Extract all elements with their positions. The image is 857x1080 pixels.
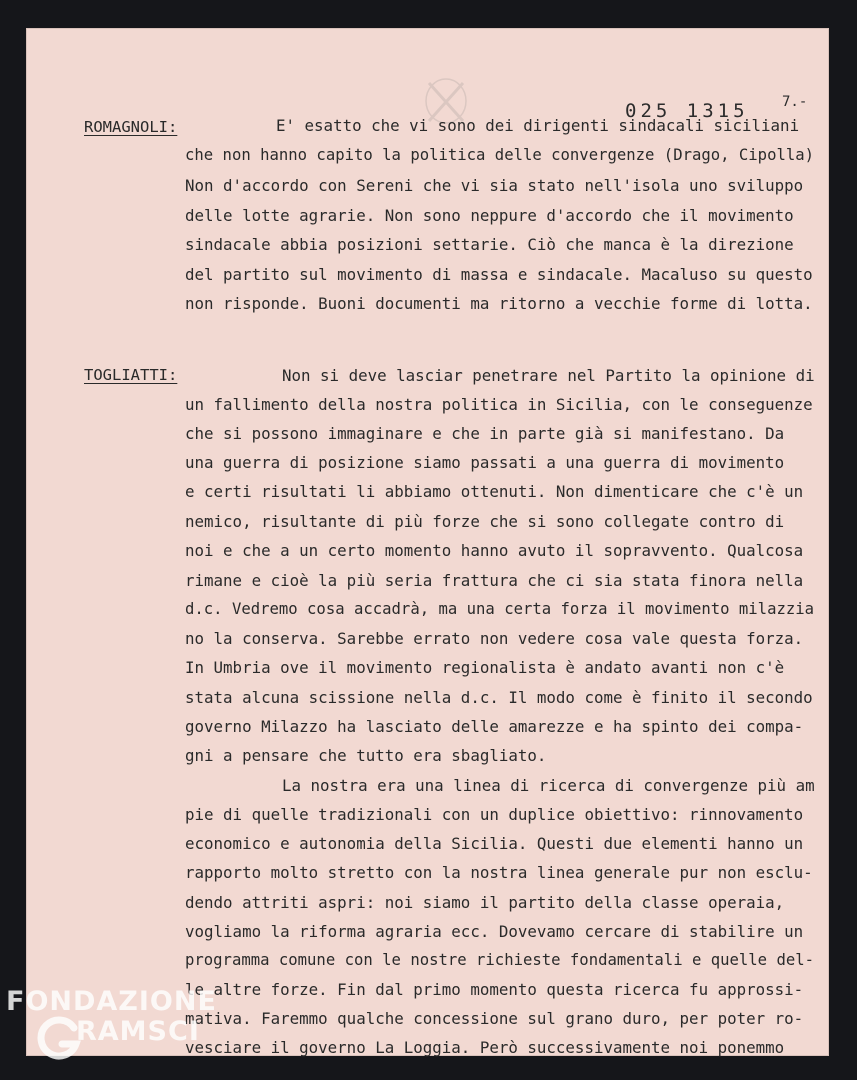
text-line: noi e che a un certo momento hanno avuto il sopravvento. Qualcosa (185, 541, 804, 560)
text-line: In Umbria ove il movimento regionalista è andato avanti non c'è (185, 658, 785, 677)
text-line: e certi risultati li abbiamo ottenuti. Non dimenticare che c'è un (185, 482, 804, 501)
text-line: nemico, risultante di più forze che si sono collegate contro di (185, 512, 785, 531)
speaker-label: TOGLIATTI: (84, 366, 178, 384)
text-line: gni a pensare che tutto era sbagliato. (185, 746, 547, 765)
text-line: sindacale abbia posizioni settarie. Ciò che manca è la direzione (185, 235, 794, 254)
text-line: stata alcuna scissione nella d.c. Il modo come è finito il secondo (185, 688, 813, 707)
text-line: del partito sul movimento di massa e sindacale. Macaluso su questo (185, 265, 813, 284)
text-line: pie di quelle tradizionali con un duplice obiettivo: rinnovamento (185, 805, 804, 824)
text-line: economico e autonomia della Sicilia. Questi due elementi hanno un (185, 834, 804, 853)
text-line: una guerra di posizione siamo passati a una guerra di movimento (185, 453, 785, 472)
text-line: che non hanno capito la politica delle convergenze (Drago, Cipolla) (185, 146, 815, 164)
text-line: d.c. Vedremo cosa accadrà, ma una certa forza il movimento milazzia (185, 600, 815, 618)
page-sequence-number: 7.- (782, 94, 808, 110)
text-line: vogliamo la riforma agraria ecc. Dovevamo cercare di stabilire un (185, 922, 804, 941)
text-line: E' esatto che vi sono dei dirigenti sindacali siciliani (276, 116, 800, 135)
fondazione-gramsci-watermark (2, 986, 217, 1076)
text-line: governo Milazzo ha lasciato delle amarezze e ha spinto dei compa- (185, 717, 804, 736)
text-line: che si possono immaginare e che in parte già si manifestano. Da (185, 424, 785, 443)
text-line: mativa. Faremmo qualche concessione sul grano duro, per poter ro- (185, 1009, 804, 1028)
watermark-line-2: RAMSCI (76, 1016, 200, 1047)
text-line: un fallimento della nostra politica in Sicilia, con le conseguenze (185, 395, 813, 414)
text-line: Non d'accordo con Sereni che vi sia stato nell'isola uno sviluppo (185, 176, 804, 195)
text-line: La nostra era una linea di ricerca di convergenze più am (282, 776, 815, 795)
text-line: rapporto molto stretto con la nostra linea generale pur non esclu- (185, 863, 813, 882)
watermark-line-1: FONDAZIONE (6, 986, 217, 1017)
speaker-label: ROMAGNOLI: (84, 118, 178, 136)
text-line: delle lotte agrarie. Non sono neppure d'accordo che il movimento (185, 206, 794, 225)
text-line: rimane e cioè la più seria frattura che ci sia stata finora nella (185, 571, 804, 590)
archive-page-number: 025 1315 (625, 100, 749, 122)
text-line: dendo attriti aspri: noi siamo il partito della classe operaia, (185, 893, 785, 912)
text-line: Non si deve lasciar penetrare nel Partito la opinione di (282, 366, 815, 385)
document-page (26, 28, 829, 1056)
text-line: no la conserva. Sarebbe errato non vedere cosa vale questa forza. (185, 629, 804, 648)
text-line: vesciare il governo La Loggia. Però successivamente noi ponemmo (185, 1038, 785, 1057)
text-line: programma comune con le nostre richieste fondamentali e quelle del- (185, 951, 815, 969)
text-line: non risponde. Buoni documenti ma ritorno a vecchie forme di lotta. (185, 294, 813, 313)
text-line: le altre forze. Fin dal primo momento questa ricerca fu approssi- (185, 980, 804, 999)
